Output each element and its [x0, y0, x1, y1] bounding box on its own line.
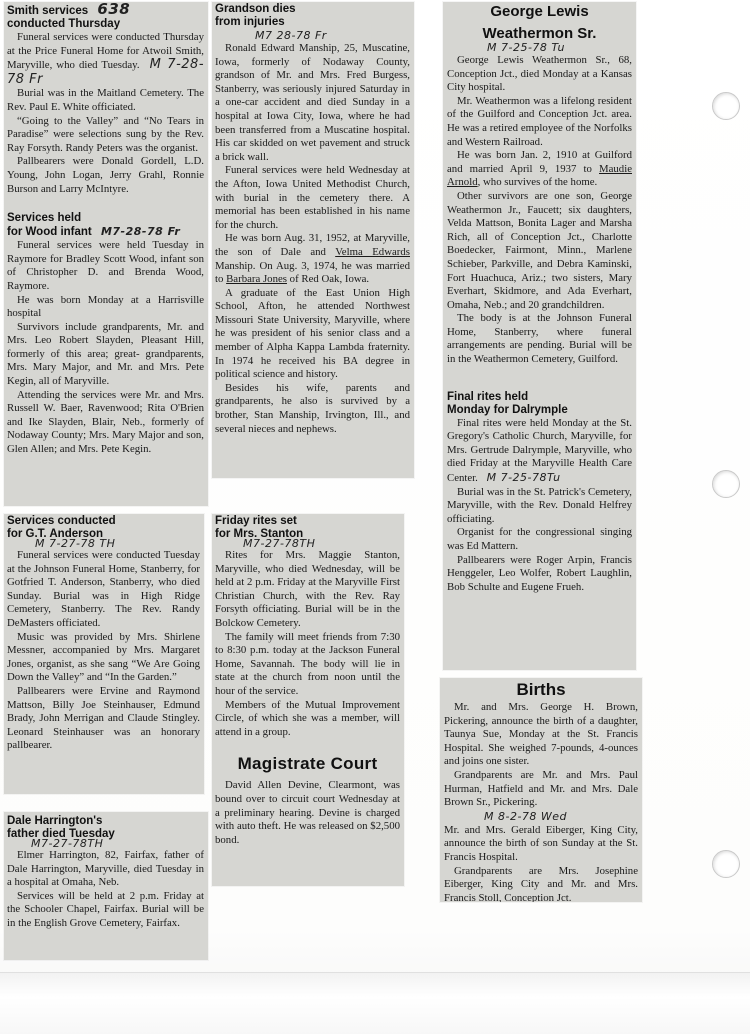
clipping-weathermon-dalrymple: [443, 2, 636, 670]
magistrate-paragraph-1: David Allen Devine, Clearmont, was bound over to circuit court Wednesday at a preliminary hearing. Devine is charged with auto theft. He was released on $2,500 bond.: [215, 779, 400, 846]
births-paragraph-1: Mr. and Mrs. George H. Brown, Pickering, announce the birth of a daughter, Taunya Sue, Monday at the St. Francis Hospital. She weighed 7-pounds, 4-ounces and joins one sister.: [444, 701, 638, 768]
harrington-paragraph-1: Elmer Harrington, 82, Fairfax, father of Dale Harrington, Maryville, died Tuesday in a hospital at Omaha, Neb.: [7, 849, 204, 889]
harrington-headline-2: father died Tuesday: [7, 828, 115, 840]
births-paragraph-4: Grandparents are Mrs. Josephine Eiberger, King City and Mr. and Mrs. Francis Stoll, Conception Jct.: [444, 864, 638, 902]
smith-paragraph-2: Burial was in the Maitland Cemetery. The Rev. Paul E. White officiated.: [7, 87, 204, 113]
clipping-smith-wood: [4, 2, 208, 506]
anderson-paragraph-1: Funeral services were conducted Tuesday at the Johnson Funeral Home, Stanberry, for Gotfried T. Anderson, Stanberry, who died Sunday. Burial was in High Ridge Cemetery, Stanberry. The Rev. Randy DeMasters officiated.: [7, 549, 200, 629]
weathermon-paragraph-5: The body is at the Johnson Funeral Home, Stanberry, where funeral arrangements are pending. Burial will be in the Weathermon Cemetery, Guilford.: [447, 312, 632, 366]
stanton-paragraph-1: Rites for Mrs. Maggie Stanton, Maryville, who died Wednesday, will be held at 2 p.m. Friday at the Maryville First Christian Church, with the Rev. Ray Forsyth officiating. Burial will be in the Bolckow Cemetery.: [215, 549, 400, 629]
weathermon-paragraph-4: Other survivors are one son, George Weathermon Jr., Faucett; six daughters, Velda Mattson, Bonita Lager and Marsha Rich, all of Conception Jct., Charlotte Boedecker, Fairmont, Minn., Marlene Schieber, Parkville, and Debra Kaminski, Fort Huachuca, Ariz.; two sisters, Mary Everhart, Skidmore, and Ada Everhart, Omaha, Neb.; and 20 grandchildren.: [447, 189, 632, 311]
stanton-paragraph-2: The family will meet friends from 7:30 to 8:30 p.m. today at the Jackson Funeral Home, Savannah. The body will lie in state at the church from noon until the hour of the service.: [215, 630, 400, 697]
manship-paragraph-3b: Manship. On Aug. 3, 1974, he was married to: [215, 259, 410, 286]
stanton-paragraph-3: Members of the Mutual Improvement Circle, of which she was a member, will attend in a group.: [215, 698, 400, 738]
stanton-date-note: M7-27-78TH: [243, 537, 316, 550]
anderson-headline-1: Services conducted: [7, 515, 116, 527]
dalrymple-paragraph-4: Pallbearers were Roger Arpin, Francis Henggeler, Leo Wolfer, Robert Laughlin, Bob Schulte and Eugene Frueh.: [447, 553, 632, 593]
wood-paragraph-1: Funeral services were held Tuesday in Raymore for Bradley Scott Wood, infant son of Christopher D. and Brenda Wood, Raymore.: [7, 239, 204, 292]
dalrymple-date-note: M 7-25-78Tu: [486, 471, 561, 485]
wood-paragraph-2: He was born Monday at a Harrisville hospital: [7, 293, 204, 320]
weathermon-paragraph-3a: He was born Jan. 2, 1910 at Guilford and married April 9, 1937 to: [447, 149, 632, 175]
manship-paragraph-3c: of Red Oak, Iowa.: [289, 273, 370, 286]
births-date-note: M 8-2-78 Wed: [484, 809, 568, 823]
manship-paragraph-1: Ronald Edward Manship, 25, Muscatine, Iowa, formerly of Nodaway County, grandson of Mr. and Mrs. Fred Burgess, Stanberry, was seriously injured Saturday in a one-car accident and died Sunday in a hospital at Iowa City, Iowa, where he had been transferred from a Muscatine hospital. His car skidded on wet pavement and struck a brick wall.: [215, 42, 410, 163]
manship-mother-name: Velma Edwards: [335, 245, 410, 258]
harrington-date-note: M7-27-78TH: [31, 837, 104, 850]
weathermon-paragraph-1: George Lewis Weathermon Sr., 68, Conception Jct., died Monday at a Kansas City hospital.: [447, 54, 632, 94]
anderson-paragraph-2: Music was provided by Mrs. Shirlene Messner, accompanied by Mrs. Margaret Jones, organist, as she sang “We Are Going Down the Valley” and “In the Garden.”: [7, 630, 200, 684]
wood-paragraph-4: Attending the services were Mr. and Mrs. Russell W. Baer, Ravenwood; Rita O'Brien and Ike Slayden, Blair, Neb., formerly of Nodaway County; Mrs. Mary Major and son, Glen Allen; and Mrs. Pete Kegin.: [7, 388, 204, 456]
smith-paragraph-3: “Going to the Valley” and “No Tears in Paradise” were selections sung by the Rev. Ray Forsyth. Randy Peters was the organist.: [7, 114, 204, 154]
manship-headline-2: from injuries: [215, 16, 285, 28]
weathermon-article: [447, 3, 632, 367]
wood-paragraph-3: Survivors include grandparents, Mr. and Mrs. Leo Robert Slayden, Pleasant Hill, formerly of this area; great- grandparents, Mrs. Mary Major, and Mr. and Mrs. Pete Kegin, all of Maryville.: [7, 320, 204, 388]
smith-date-note: M 7-28-78 Fr: [7, 57, 205, 87]
wood-headline-1: Services held: [7, 212, 82, 225]
smith-headline-1: Smith services: [7, 5, 89, 17]
binder-hole-bottom: [712, 850, 740, 878]
stanton-headline-1: Friday rites set: [215, 515, 297, 527]
clipping-anderson: [4, 514, 204, 794]
anderson-paragraph-3: Pallbearers were Ervine and Raymond Mattson, Billy Joe Steinhauser, Edmund Brady, John Merrigan and Claude Stingley. Leonard Steinhauser was an honorary pallbearer.: [7, 684, 200, 752]
manship-paragraph-3a: He was born Aug. 31, 1952, at Maryville, the son of Dale and: [215, 232, 410, 258]
stanton-article: [215, 515, 400, 739]
page-bottom-edge: [0, 972, 750, 1034]
magistrate-headline: Magistrate Court: [237, 754, 378, 774]
smith-headline-2: conducted Thursday: [7, 18, 121, 30]
births-headline: Births: [516, 680, 566, 699]
manship-paragraph-4: A graduate of the East Union High School, Afton, he attended Northwest Missouri State University, Maryville, where he was president of his senior class and a member of Alpha Kappa Lambda fraternity. In 1974 he received his BA degree in political science and history.: [215, 286, 410, 381]
manship-paragraph-2: Funeral services were held Wednesday at the Afton, Iowa United Methodist Church, with burial in the cemetery there. A memorial has been established in his name for the church.: [215, 164, 410, 231]
anderson-headline-2: for G.T. Anderson: [7, 528, 104, 540]
wood-article: [7, 212, 204, 457]
binder-hole-middle: [712, 470, 740, 498]
dalrymple-paragraph-3: Organist for the congressional singing was Ed Mattern.: [447, 526, 632, 552]
births-paragraph-2: Grandparents are Mr. and Mrs. Paul Hurman, Hatfield and Mr. and Mrs. Dale Brown Sr., Pickering.: [444, 768, 638, 809]
weathermon-date-note: M 7-25-78 Tu: [487, 41, 565, 54]
magistrate-article: [215, 753, 400, 847]
anderson-date-note: M 7-27-78 TH: [35, 537, 116, 550]
manship-headline-1: Grandson dies: [215, 3, 296, 15]
weathermon-headline-1: George Lewis: [490, 3, 589, 20]
stanton-headline-2: for Mrs. Stanton: [215, 528, 304, 540]
binder-hole-top: [712, 92, 740, 120]
harrington-headline-1: Dale Harrington's: [7, 815, 103, 827]
dalrymple-paragraph-1: Final rites were held Monday at the St. Gregory's Catholic Church, Maryville, for Mrs. Gertrude Dalrymple, Maryville, who died Friday at the Maryville Health Care Center. M 7-25-78Tu: [447, 416, 632, 485]
clipping-manship: [212, 2, 414, 478]
dalrymple-headline-1: Final rites held: [447, 390, 529, 403]
wood-date-note: M7-28-78 Fr: [100, 225, 181, 239]
dalrymple-paragraph-2: Burial was in the St. Patrick's Cemetery, Maryville, with the Rev. Donald Helfrey officiating.: [447, 485, 632, 525]
dalrymple-headline-2: Monday for Dalrymple: [447, 403, 568, 416]
manship-wife-name: Barbara Jones: [226, 273, 287, 286]
weathermon-headline-2: Weathermon Sr.: [482, 25, 597, 42]
manship-paragraph-5: Besides his wife, parents and grandparents, he also is survived by a brother, Stan Manship, Irvington, Ill., and several nieces and nephews.: [215, 381, 410, 435]
weathermon-paragraph-3b: , who survives of the home.: [477, 176, 598, 189]
births-paragraph-3: Mr. and Mrs. Gerald Eiberger, King City, announce the birth of son Sunday at the St. Francis Hospital.: [444, 823, 638, 863]
smith-paragraph-1: Funeral services were conducted Thursday at the Price Funeral Home for Atwoil Smith, Maryville, who died Tuesday.: [7, 31, 204, 72]
smith-article: [7, 3, 204, 196]
clipping-births: [440, 678, 642, 902]
clipping-harrington: [4, 812, 208, 960]
weathermon-paragraph-2: Mr. Weathermon was a lifelong resident of the Guilford and Conception Jct. area. He was a retired employee of the Norfolks and Western Railroad.: [447, 94, 632, 148]
weathermon-wife-name: Maudie Arnold: [447, 162, 632, 189]
page-number: 638: [97, 2, 131, 18]
harrington-paragraph-2: Services will be held at 2 p.m. Friday at the Schooler Chapel, Fairfax. Burial will be in the English Grove Cemetery, Fairfax.: [7, 889, 204, 929]
smith-paragraph-4: Pallbearers were Donald Gordell, L.D. Young, John Logan, Jerry Grahl, Ronnie Burson and Larry McIntyre.: [7, 155, 204, 195]
clipping-stanton-magistrate: [212, 514, 404, 886]
dalrymple-article: [447, 391, 632, 595]
manship-date-note: M7 28-78 Fr: [255, 29, 327, 42]
wood-headline-2: for Wood infant: [7, 226, 92, 239]
